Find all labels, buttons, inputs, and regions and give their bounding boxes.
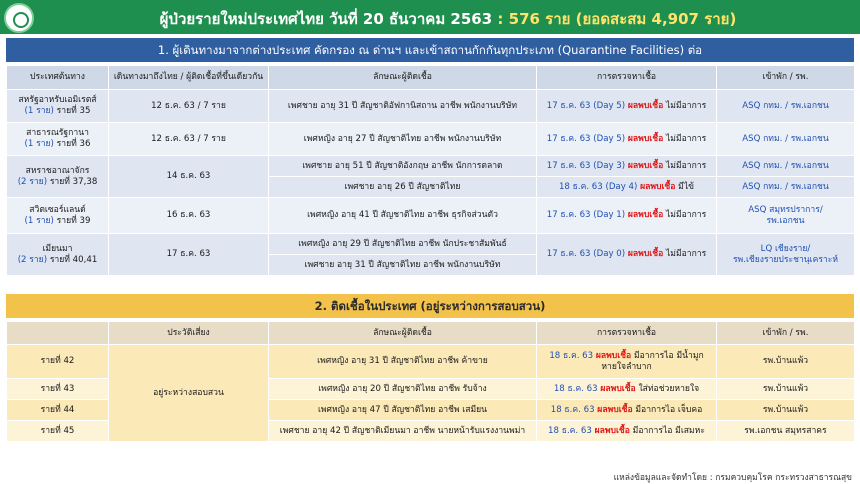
description-cell: เพศหญิง อายุ 20 ปี สัญชาติไทย อาชีพ รับจ้าง: [269, 379, 537, 400]
source-credit: แหล่งข้อมูลและจัดทำโดย : กรมควบคุมโรค กระทรวงสาธารณสุข: [613, 473, 852, 483]
facility-cell: รพ.เอกชน สมุทรสาคร: [717, 421, 855, 442]
title-case-count: : 576 ราย (ยอดสะสม 4,907 ราย): [497, 10, 737, 28]
facility-cell: ASQ กทม. / รพ.เอกชน: [717, 90, 855, 123]
facility-cell: ASQ กทม. / รพ.เอกชน: [717, 156, 855, 177]
facility-cell: รพ.บ้านแพ้ว: [717, 400, 855, 421]
case-count: (1 ราย): [24, 106, 54, 116]
description-cell: เพศหญิง อายุ 31 ปี สัญชาติไทย อาชีพ ค้าขาย: [269, 345, 537, 379]
description-cell: เพศหญิง อายุ 29 ปี สัญชาติไทย อาชีพ นักประชาสัมพันธ์: [269, 234, 537, 255]
table-row: [7, 234, 855, 255]
facility-cell: รพ.บ้านแพ้ว: [717, 379, 855, 400]
description-cell: เพศชาย อายุ 31 ปี สัญชาติอัฟกานิสถาน อาชีพ พนักงานบริษัท: [269, 90, 537, 123]
case-number: รายที่ 36: [56, 139, 91, 149]
col-header: ลักษณะผู้ติดเชื้อ: [269, 66, 537, 90]
col-header: เดินทางมาถึงไทย / ผู้ติดเชื้อที่ขึ้นเดียวกัน: [109, 66, 269, 90]
country-cell: [7, 156, 109, 198]
col-header: ลักษณะผู้ติดเชื้อ: [269, 322, 537, 345]
title-date: ผู้ป่วยรายใหม่ประเทศไทย วันที่ 20 ธันวาคม 2563: [159, 10, 493, 28]
table-row: [7, 156, 855, 177]
result-badge: ผลพบเชื้อ: [627, 100, 664, 111]
country-name: สหรัฐอาหรับเอมิเรตส์: [18, 95, 97, 106]
table-row: [7, 345, 855, 379]
country-cell: [7, 234, 109, 276]
table-row: [7, 198, 855, 234]
facility-cell: LQ เชียงราย/ รพ.เชียงรายประชานุเคราะห์: [717, 234, 855, 276]
description-cell: เพศชาย อายุ 31 ปี สัญชาติไทย อาชีพ พนักงานบริษัท: [269, 255, 537, 276]
table-header-row: [7, 66, 855, 90]
case-count: (2 ราย): [17, 254, 48, 265]
table-row: [7, 123, 855, 156]
description-cell: เพศชาย อายุ 26 ปี สัญชาติไทย: [269, 177, 537, 198]
description-cell: เพศหญิง อายุ 41 ปี สัญชาติไทย อาชีพ ธุรกิจส่วนตัว: [269, 198, 537, 234]
result-badge: ผลพบเชื้อ: [597, 404, 633, 415]
case-count: (1 ราย): [24, 215, 54, 226]
country-cell: [7, 198, 109, 234]
result-badge: ผลพบเชื้อ: [600, 383, 636, 394]
case-count: (2 ราย): [17, 176, 48, 187]
result-badge: ผลพบเชื้อ: [640, 181, 676, 192]
test-cell: 17 ธ.ค. 63 (Day 5) ผลพบเชื้อ ไม่มีอาการ: [537, 123, 717, 156]
arrival-cell: 12 ธ.ค. 63 / 7 ราย: [109, 90, 269, 123]
country-cell: [7, 90, 109, 123]
test-cell: 17 ธ.ค. 63 (Day 1) ผลพบเชื้อ ไม่มีอาการ: [537, 198, 717, 234]
ministry-logo-icon: [4, 3, 34, 33]
arrival-cell: 16 ธ.ค. 63: [109, 198, 269, 234]
section-1-table: [6, 65, 855, 276]
page-title: [40, 7, 856, 31]
col-header: เข้าพัก / รพ.: [717, 66, 855, 90]
country-name: เมียนมา: [42, 243, 73, 254]
country-name: สาธารณรัฐกานา: [26, 128, 89, 139]
test-cell: 17 ธ.ค. 63 (Day 0) ผลพบเชื้อ ไม่มีอาการ: [537, 234, 717, 276]
facility-cell: ASQ กทม. / รพ.เอกชน: [717, 123, 855, 156]
arrival-cell: 17 ธ.ค. 63: [109, 234, 269, 276]
col-header: การตรวจหาเชื้อ: [537, 322, 717, 345]
section-2-table: [6, 321, 855, 442]
case-count: (1 ราย): [24, 139, 54, 149]
result-badge: ผลพบเชื้อ: [627, 160, 664, 171]
case-number: รายที่ 42: [7, 345, 109, 379]
section-1-title: 1. ผู้เดินทางมาจากต่างประเทศ คัดกรอง ณ ด่านฯ และเข้าสถานกักกันทุกประเภท (Quarantine Facilities) ต่อ: [6, 38, 854, 62]
case-number: รายที่ 39: [56, 215, 91, 226]
description-cell: เพศหญิง อายุ 47 ปี สัญชาติไทย อาชีพ เสมียน: [269, 400, 537, 421]
country-cell: [7, 123, 109, 156]
result-badge: ผลพบเชื้อ: [595, 350, 632, 361]
test-cell: 18 ธ.ค. 63 (Day 4) ผลพบเชื้อ มีไข้: [537, 177, 717, 198]
table-header-row: [7, 322, 855, 345]
case-number: รายที่ 43: [7, 379, 109, 400]
result-badge: ผลพบเชื้อ: [594, 425, 630, 436]
test-cell: 17 ธ.ค. 63 (Day 3) ผลพบเชื้อ ไม่มีอาการ: [537, 156, 717, 177]
risk-cell: อยู่ระหว่างสอบสวน: [109, 345, 269, 442]
description-cell: เพศชาย อายุ 51 ปี สัญชาติอังกฤษ อาชีพ นักการตลาด: [269, 156, 537, 177]
case-number: รายที่ 45: [7, 421, 109, 442]
test-cell: 17 ธ.ค. 63 (Day 5) ผลพบเชื้อ ไม่มีอาการ: [537, 90, 717, 123]
col-header: ประเทศต้นทาง: [7, 66, 109, 90]
test-cell: 18 ธ.ค. 63 ผลพบเชื้อ มีอาการไอ มีเสมหะ: [537, 421, 717, 442]
arrival-cell: 14 ธ.ค. 63: [109, 156, 269, 198]
facility-cell: ASQ สมุทรปราการ/ รพ.เอกชน: [717, 198, 855, 234]
case-number: รายที่ 35: [56, 106, 91, 116]
header-bar: [0, 0, 860, 34]
country-name: สวิตเซอร์แลนด์: [29, 204, 86, 215]
test-cell: 18 ธ.ค. 63 ผลพบเชื้อ มีอาการไอ เจ็บคอ: [537, 400, 717, 421]
test-cell: 18 ธ.ค. 63 ผลพบเชื้อ มีอาการไอ มีน้ำมูก หายใจลำบาก: [537, 345, 717, 379]
result-badge: ผลพบเชื้อ: [627, 210, 664, 221]
result-badge: ผลพบเชื้อ: [627, 249, 664, 260]
case-number: รายที่ 44: [7, 400, 109, 421]
table-row: [7, 90, 855, 123]
facility-cell: ASQ กทม. / รพ.เอกชน: [717, 177, 855, 198]
col-header: เข้าพัก / รพ.: [717, 322, 855, 345]
col-header: ประวัติเสี่ยง: [109, 322, 269, 345]
facility-cell: รพ.บ้านแพ้ว: [717, 345, 855, 379]
test-cell: 18 ธ.ค. 63 ผลพบเชื้อ ใส่ท่อช่วยหายใจ: [537, 379, 717, 400]
arrival-cell: 12 ธ.ค. 63 / 7 ราย: [109, 123, 269, 156]
col-header: การตรวจหาเชื้อ: [537, 66, 717, 90]
description-cell: เพศชาย อายุ 42 ปี สัญชาติเมียนมา อาชีพ นายหน้ารับแรงงานพม่า: [269, 421, 537, 442]
description-cell: เพศหญิง อายุ 27 ปี สัญชาติไทย อาชีพ พนักงานบริษัท: [269, 123, 537, 156]
result-badge: ผลพบเชื้อ: [627, 133, 664, 144]
section-2-title: 2. ติดเชื้อในประเทศ (อยู่ระหว่างการสอบสวน): [6, 294, 854, 318]
col-header: [7, 322, 109, 345]
case-number: รายที่ 37,38: [49, 176, 98, 187]
case-number: รายที่ 40,41: [49, 254, 98, 265]
country-name: สหราชอาณาจักร: [25, 165, 90, 176]
